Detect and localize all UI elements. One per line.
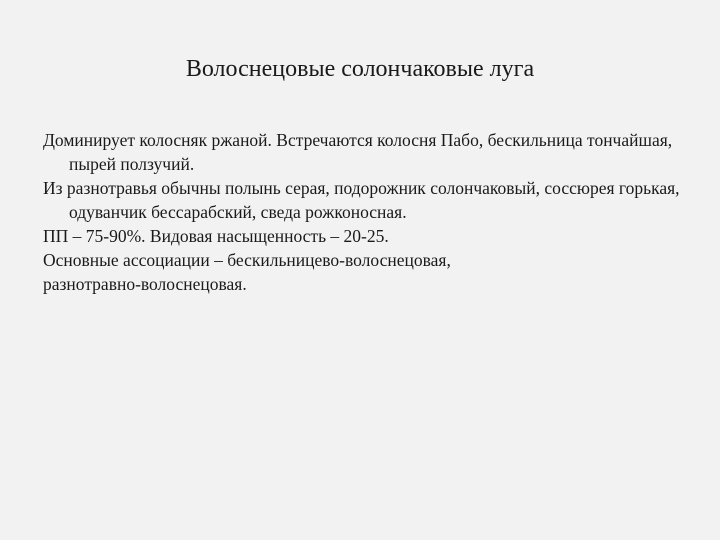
paragraph-associations: Основные ассоциации – бескильницево-волоснецовая,: [43, 250, 451, 270]
paragraph-forbs: Из разнотравья обычны полынь серая, подорожник солончаковый, соссюрея горькая, одуванчик бессарабский, сведа рожконосная.: [43, 178, 680, 222]
paragraph-associations-cont: разнотравно-волоснецовая.: [43, 274, 247, 294]
slide-body: [43, 128, 693, 296]
slide-title: Волоснецовые солончаковые луга: [185, 56, 535, 82]
paragraph-dominants: Доминирует колосняк ржаной. Встречаются колосня Пабо, бескильница тончайшая, пырей ползучий.: [43, 130, 673, 174]
paragraph-cover: ПП – 75-90%. Видовая насыщенность – 20-25.: [43, 226, 389, 246]
